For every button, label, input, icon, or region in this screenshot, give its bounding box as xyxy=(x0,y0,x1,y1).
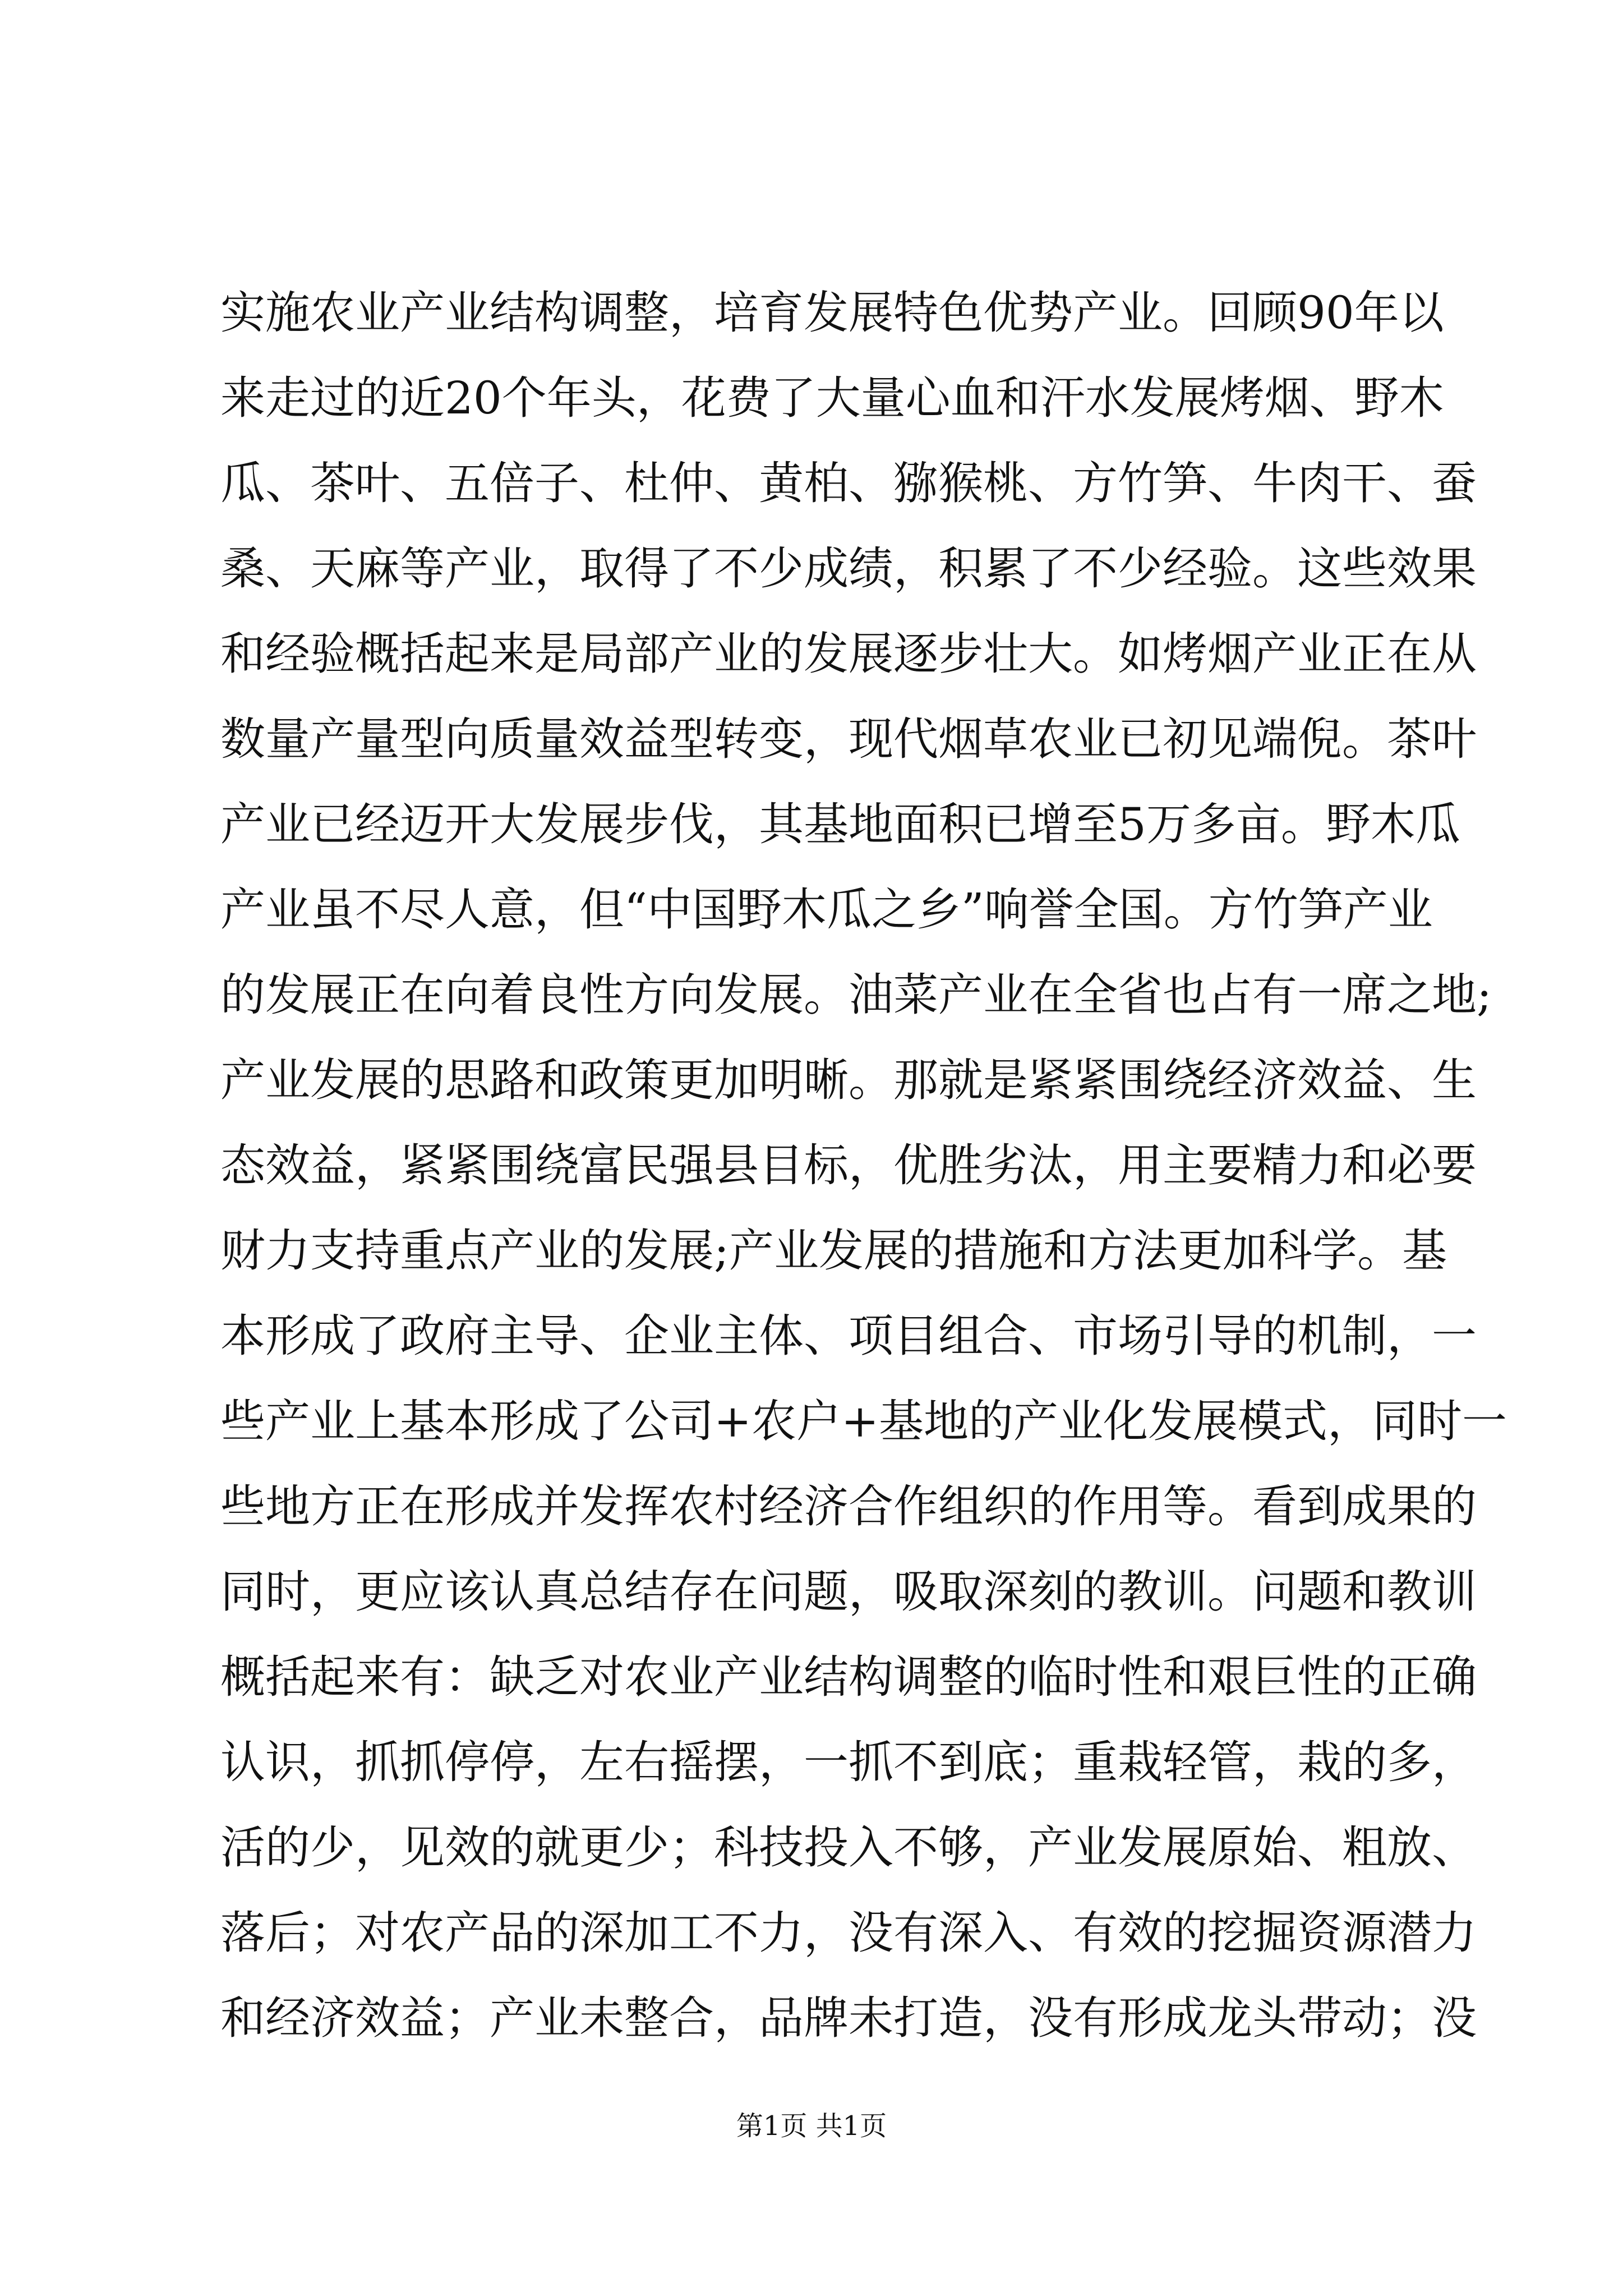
text-line: 财力支持重点产业的发展;产业发展的措施和方法更加科学。基 xyxy=(220,1225,1447,1277)
body-paragraph xyxy=(220,270,1507,2061)
text-line: 同时，更应该认真总结存在问题，吸取深刻的教训。问题和教训 xyxy=(220,1566,1477,1618)
text-line: 和经验概括起来是局部产业的发展逐步壮大。如烤烟产业正在从 xyxy=(220,628,1477,680)
text-line: 来走过的近20个年头，花费了大量心血和汗水发展烤烟、野木 xyxy=(220,372,1444,424)
text-line: 认识，抓抓停停，左右摇摆，一抓不到底；重栽轻管，栽的多， xyxy=(220,1736,1477,1788)
text-line: 数量产量型向质量效益型转变，现代烟草农业已初见端倪。茶叶 xyxy=(220,713,1477,765)
text-line: 和经济效益；产业未整合，品牌未打造，没有形成龙头带动；没 xyxy=(220,1992,1477,2044)
text-line: 瓜、茶叶、五倍子、杜仲、黄柏、猕猴桃、方竹笋、牛肉干、蚕 xyxy=(220,457,1477,509)
text-line: 概括起来有：缺乏对农业产业结构调整的临时性和艰巨性的正确 xyxy=(220,1651,1477,1703)
page-footer xyxy=(0,2109,1623,2143)
text-line: 态效益，紧紧围绕富民强县目标，优胜劣汰，用主要精力和必要 xyxy=(220,1139,1477,1191)
text-line: 实施农业产业结构调整，培育发展特色优势产业。回顾90年以 xyxy=(220,287,1444,339)
text-line: 些产业上基本形成了公司+农户+基地的产业化发展模式，同时一 xyxy=(220,1395,1507,1447)
text-line: 落后；对农产品的深加工不力，没有深入、有效的挖掘资源潜力 xyxy=(220,1907,1477,1959)
text-line: 些地方正在形成并发挥农村经济合作组织的作用等。看到成果的 xyxy=(220,1480,1477,1533)
text-line: 产业发展的思路和政策更加明晰。那就是紧紧围绕经济效益、生 xyxy=(220,1054,1477,1106)
text-line: 的发展正在向着良性方向发展。油菜产业在全省也占有一席之地; xyxy=(220,969,1492,1021)
text-line: 活的少，见效的就更少；科技投入不够，产业发展原始、粗放、 xyxy=(220,1821,1477,1874)
text-line: 桑、天麻等产业，取得了不少成绩，积累了不少经验。这些效果 xyxy=(220,542,1477,595)
page-number-label: 第1页 共1页 xyxy=(736,2110,887,2142)
text-line: 本形成了政府主导、企业主体、项目组合、市场引导的机制，一 xyxy=(220,1310,1477,1362)
text-line: 产业已经迈开大发展步伐，其基地面积已增至5万多亩。野木瓜 xyxy=(220,798,1460,850)
text-line: 产业虽不尽人意，但“中国野木瓜之乡”响誉全国。方竹笋产业 xyxy=(220,884,1433,936)
